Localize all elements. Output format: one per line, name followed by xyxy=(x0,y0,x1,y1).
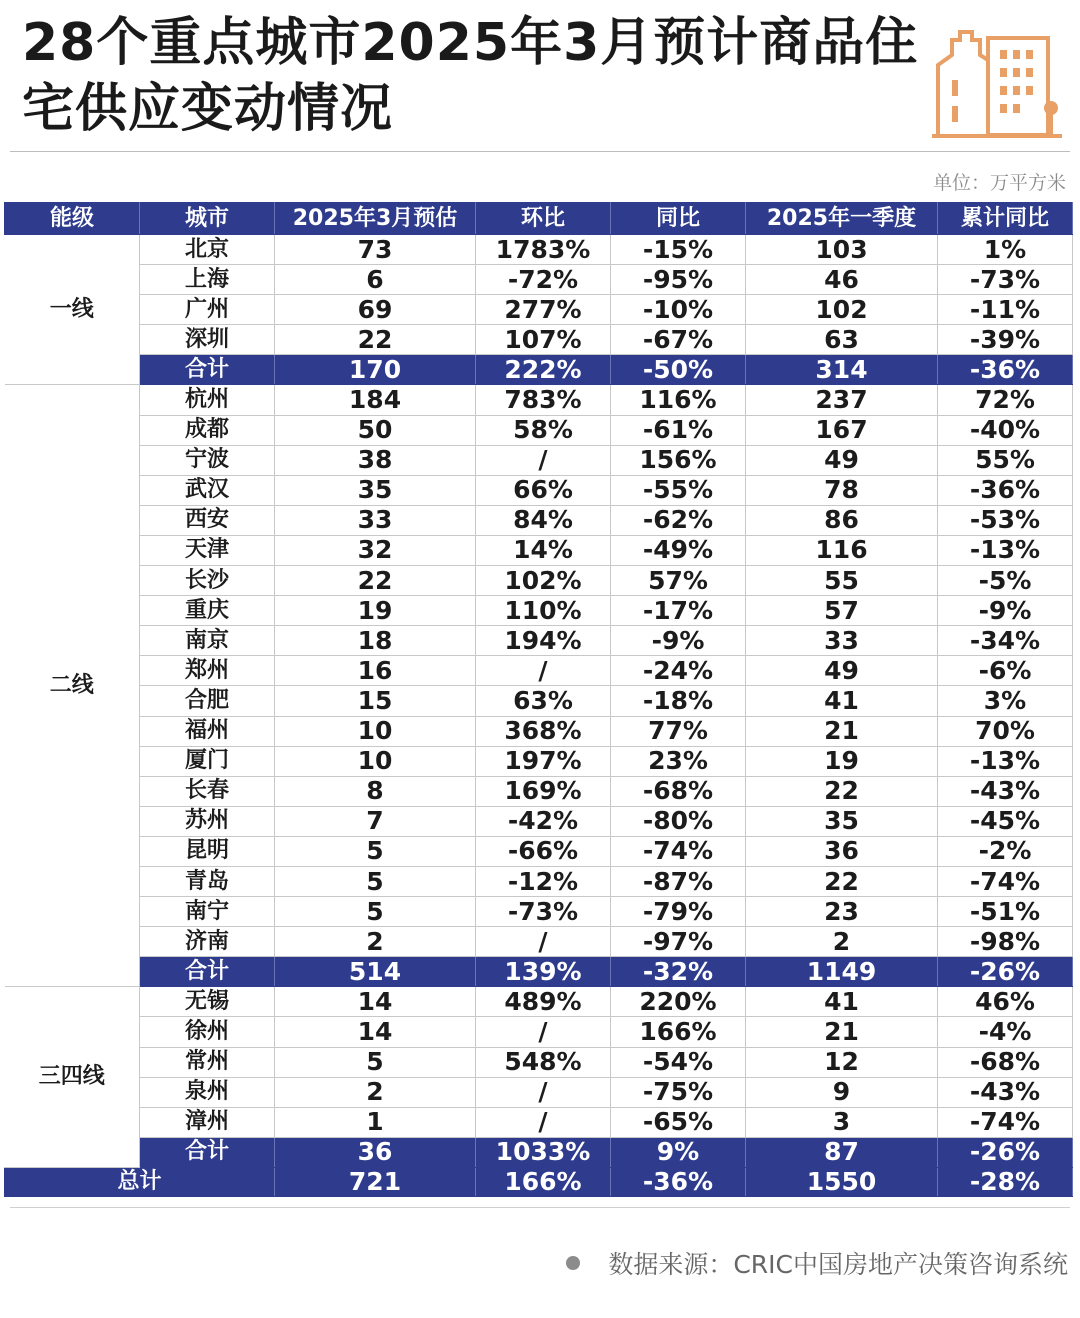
value-cell: 57% xyxy=(611,566,746,596)
city-cell: 泉州 xyxy=(140,1077,275,1107)
value-cell: 22 xyxy=(746,776,938,806)
value-cell: 35 xyxy=(275,475,476,505)
city-cell: 南京 xyxy=(140,626,275,656)
subtotal-value: -50% xyxy=(611,355,746,385)
value-cell: / xyxy=(476,1077,611,1107)
value-cell: 22 xyxy=(275,566,476,596)
table-row xyxy=(5,385,1073,415)
value-cell: -75% xyxy=(611,1077,746,1107)
total-label: 总计 xyxy=(5,1167,275,1196)
value-cell: 33 xyxy=(746,626,938,656)
subtotal-row xyxy=(5,355,1073,385)
table-row xyxy=(5,716,1073,746)
value-cell: 50 xyxy=(275,415,476,445)
table-row xyxy=(5,265,1073,295)
table-row xyxy=(5,415,1073,445)
table-row xyxy=(5,927,1073,957)
tier-cell: 三四线 xyxy=(5,987,140,1168)
subtotal-value: 314 xyxy=(746,355,938,385)
value-cell: -13% xyxy=(938,535,1073,565)
value-cell: 2 xyxy=(746,927,938,957)
total-row xyxy=(5,1167,1073,1196)
subtotal-value: 139% xyxy=(476,957,611,987)
value-cell: 14 xyxy=(275,1017,476,1047)
value-cell: -62% xyxy=(611,505,746,535)
city-cell: 苏州 xyxy=(140,806,275,836)
value-cell: -79% xyxy=(611,897,746,927)
value-cell: 7 xyxy=(275,806,476,836)
value-cell: -67% xyxy=(611,325,746,355)
table-row xyxy=(5,295,1073,325)
value-cell: 78 xyxy=(746,475,938,505)
value-cell: 23% xyxy=(611,746,746,776)
value-cell: 73 xyxy=(275,235,476,265)
city-cell: 西安 xyxy=(140,505,275,535)
value-cell: -54% xyxy=(611,1047,746,1077)
value-cell: 22 xyxy=(275,325,476,355)
value-cell: 184 xyxy=(275,385,476,415)
table-row xyxy=(5,897,1073,927)
value-cell: 14% xyxy=(476,535,611,565)
value-cell: 46 xyxy=(746,265,938,295)
value-cell: 63% xyxy=(476,686,611,716)
subtotal-value: 1149 xyxy=(746,957,938,987)
value-cell: -9% xyxy=(611,626,746,656)
city-cell: 漳州 xyxy=(140,1107,275,1137)
total-value: -28% xyxy=(938,1167,1073,1196)
value-cell: 169% xyxy=(476,776,611,806)
value-cell: 49 xyxy=(746,445,938,475)
value-cell: 46% xyxy=(938,987,1073,1017)
value-cell: 33 xyxy=(275,505,476,535)
value-cell: -9% xyxy=(938,596,1073,626)
value-cell: -61% xyxy=(611,415,746,445)
value-cell: -42% xyxy=(476,806,611,836)
building-icon xyxy=(930,10,1064,140)
table-row xyxy=(5,1107,1073,1137)
value-cell: 21 xyxy=(746,1017,938,1047)
value-cell: 22 xyxy=(746,866,938,896)
city-cell: 上海 xyxy=(140,265,275,295)
value-cell: -68% xyxy=(611,776,746,806)
value-cell: 38 xyxy=(275,445,476,475)
value-cell: -34% xyxy=(938,626,1073,656)
city-cell: 常州 xyxy=(140,1047,275,1077)
column-header: 2025年一季度 xyxy=(746,203,938,235)
value-cell: 489% xyxy=(476,987,611,1017)
value-cell: -68% xyxy=(938,1047,1073,1077)
value-cell: 1 xyxy=(275,1107,476,1137)
city-cell: 宁波 xyxy=(140,445,275,475)
table-row xyxy=(5,836,1073,866)
unit-label: 单位：万平方米 xyxy=(932,172,1066,194)
value-cell: -11% xyxy=(938,295,1073,325)
value-cell: 8 xyxy=(275,776,476,806)
subtotal-label: 合计 xyxy=(140,355,275,385)
column-header: 能级 xyxy=(5,203,140,235)
value-cell: 63 xyxy=(746,325,938,355)
table-row xyxy=(5,776,1073,806)
value-cell: 102% xyxy=(476,566,611,596)
subtotal-label: 合计 xyxy=(140,957,275,987)
value-cell: -39% xyxy=(938,325,1073,355)
value-cell: 70% xyxy=(938,716,1073,746)
value-cell: 58% xyxy=(476,415,611,445)
value-cell: 86 xyxy=(746,505,938,535)
value-cell: 6 xyxy=(275,265,476,295)
total-value: 721 xyxy=(275,1167,476,1196)
dot-icon xyxy=(566,1256,580,1270)
column-header: 累计同比 xyxy=(938,203,1073,235)
value-cell: 18 xyxy=(275,626,476,656)
table-row xyxy=(5,1077,1073,1107)
value-cell: 55% xyxy=(938,445,1073,475)
subtotal-row xyxy=(5,1137,1073,1167)
value-cell: / xyxy=(476,656,611,686)
value-cell: 166% xyxy=(611,1017,746,1047)
value-cell: 116 xyxy=(746,535,938,565)
value-cell: 5 xyxy=(275,897,476,927)
value-cell: -66% xyxy=(476,836,611,866)
value-cell: -4% xyxy=(938,1017,1073,1047)
value-cell: 55 xyxy=(746,566,938,596)
divider xyxy=(10,1207,1070,1208)
table-row xyxy=(5,806,1073,836)
supply-table xyxy=(4,202,1073,1197)
value-cell: 12 xyxy=(746,1047,938,1077)
value-cell: 197% xyxy=(476,746,611,776)
city-cell: 深圳 xyxy=(140,325,275,355)
value-cell: 49 xyxy=(746,656,938,686)
city-cell: 合肥 xyxy=(140,686,275,716)
subtotal-value: 222% xyxy=(476,355,611,385)
value-cell: 35 xyxy=(746,806,938,836)
value-cell: 69 xyxy=(275,295,476,325)
value-cell: 57 xyxy=(746,596,938,626)
city-cell: 厦门 xyxy=(140,746,275,776)
tier-cell: 二线 xyxy=(5,385,140,987)
value-cell: 220% xyxy=(611,987,746,1017)
city-cell: 郑州 xyxy=(140,656,275,686)
value-cell: -98% xyxy=(938,927,1073,957)
value-cell: 23 xyxy=(746,897,938,927)
value-cell: -87% xyxy=(611,866,746,896)
value-cell: 14 xyxy=(275,987,476,1017)
value-cell: 36 xyxy=(746,836,938,866)
value-cell: -80% xyxy=(611,806,746,836)
table-row xyxy=(5,596,1073,626)
value-cell: -51% xyxy=(938,897,1073,927)
column-header: 同比 xyxy=(611,203,746,235)
subtotal-row xyxy=(5,957,1073,987)
value-cell: 3% xyxy=(938,686,1073,716)
city-cell: 武汉 xyxy=(140,475,275,505)
tier-cell: 一线 xyxy=(5,235,140,385)
city-cell: 长沙 xyxy=(140,566,275,596)
subtotal-value: 170 xyxy=(275,355,476,385)
value-cell: 2 xyxy=(275,927,476,957)
column-header: 2025年3月预估 xyxy=(275,203,476,235)
value-cell: -17% xyxy=(611,596,746,626)
value-cell: -13% xyxy=(938,746,1073,776)
city-cell: 长春 xyxy=(140,776,275,806)
value-cell: 102 xyxy=(746,295,938,325)
value-cell: 66% xyxy=(476,475,611,505)
value-cell: 110% xyxy=(476,596,611,626)
city-cell: 昆明 xyxy=(140,836,275,866)
subtotal-label: 合计 xyxy=(140,1137,275,1167)
value-cell: 5 xyxy=(275,1047,476,1077)
value-cell: -73% xyxy=(938,265,1073,295)
value-cell: 9 xyxy=(746,1077,938,1107)
value-cell: -74% xyxy=(611,836,746,866)
city-cell: 徐州 xyxy=(140,1017,275,1047)
value-cell: 103 xyxy=(746,235,938,265)
value-cell: -72% xyxy=(476,265,611,295)
value-cell: 194% xyxy=(476,626,611,656)
total-value: 166% xyxy=(476,1167,611,1196)
value-cell: 41 xyxy=(746,686,938,716)
value-cell: 5 xyxy=(275,866,476,896)
subtotal-value: 36 xyxy=(275,1137,476,1167)
value-cell: 368% xyxy=(476,716,611,746)
header-row xyxy=(5,203,1073,235)
city-cell: 无锡 xyxy=(140,987,275,1017)
subtotal-value: -32% xyxy=(611,957,746,987)
value-cell: 237 xyxy=(746,385,938,415)
value-cell: 10 xyxy=(275,716,476,746)
city-cell: 成都 xyxy=(140,415,275,445)
value-cell: -18% xyxy=(611,686,746,716)
value-cell: 5 xyxy=(275,836,476,866)
value-cell: -73% xyxy=(476,897,611,927)
value-cell: 41 xyxy=(746,987,938,1017)
subtotal-value: 1033% xyxy=(476,1137,611,1167)
table-row xyxy=(5,235,1073,265)
city-cell: 南宁 xyxy=(140,897,275,927)
value-cell: -43% xyxy=(938,776,1073,806)
value-cell: 19 xyxy=(275,596,476,626)
table-row xyxy=(5,505,1073,535)
table-row xyxy=(5,686,1073,716)
value-cell: / xyxy=(476,445,611,475)
city-cell: 青岛 xyxy=(140,866,275,896)
table-row xyxy=(5,535,1073,565)
subtotal-value: -26% xyxy=(938,957,1073,987)
table-row xyxy=(5,987,1073,1017)
table-row xyxy=(5,626,1073,656)
value-cell: 2 xyxy=(275,1077,476,1107)
table-row xyxy=(5,1017,1073,1047)
total-value: 1550 xyxy=(746,1167,938,1196)
value-cell: -40% xyxy=(938,415,1073,445)
value-cell: 77% xyxy=(611,716,746,746)
value-cell: / xyxy=(476,927,611,957)
value-cell: 167 xyxy=(746,415,938,445)
value-cell: -55% xyxy=(611,475,746,505)
subtotal-value: 514 xyxy=(275,957,476,987)
value-cell: 277% xyxy=(476,295,611,325)
subtotal-value: -26% xyxy=(938,1137,1073,1167)
value-cell: 16 xyxy=(275,656,476,686)
page-title: 28个重点城市2025年3月预计商品住宅供应变动情况 xyxy=(22,13,919,139)
table-row xyxy=(5,656,1073,686)
value-cell: 72% xyxy=(938,385,1073,415)
source-note xyxy=(566,1245,1068,1281)
table-row xyxy=(5,866,1073,896)
value-cell: / xyxy=(476,1017,611,1047)
table-row xyxy=(5,746,1073,776)
total-value: -36% xyxy=(611,1167,746,1196)
value-cell: -24% xyxy=(611,656,746,686)
value-cell: -53% xyxy=(938,505,1073,535)
city-cell: 济南 xyxy=(140,927,275,957)
value-cell: -74% xyxy=(938,1107,1073,1137)
value-cell: 116% xyxy=(611,385,746,415)
city-cell: 重庆 xyxy=(140,596,275,626)
subtotal-value: 87 xyxy=(746,1137,938,1167)
table-row xyxy=(5,325,1073,355)
value-cell: -36% xyxy=(938,475,1073,505)
city-cell: 福州 xyxy=(140,716,275,746)
value-cell: 107% xyxy=(476,325,611,355)
value-cell: -43% xyxy=(938,1077,1073,1107)
value-cell: 19 xyxy=(746,746,938,776)
value-cell: 548% xyxy=(476,1047,611,1077)
value-cell: / xyxy=(476,1107,611,1137)
value-cell: -95% xyxy=(611,265,746,295)
value-cell: -15% xyxy=(611,235,746,265)
table-row xyxy=(5,475,1073,505)
table-row xyxy=(5,1047,1073,1077)
value-cell: -6% xyxy=(938,656,1073,686)
column-header: 城市 xyxy=(140,203,275,235)
subtotal-value: -36% xyxy=(938,355,1073,385)
table-row xyxy=(5,445,1073,475)
value-cell: 156% xyxy=(611,445,746,475)
value-cell: 21 xyxy=(746,716,938,746)
value-cell: 1783% xyxy=(476,235,611,265)
value-cell: 3 xyxy=(746,1107,938,1137)
value-cell: -45% xyxy=(938,806,1073,836)
value-cell: -97% xyxy=(611,927,746,957)
city-cell: 北京 xyxy=(140,235,275,265)
source-text: 数据来源：CRIC中国房地产决策咨询系统 xyxy=(608,1250,1068,1279)
value-cell: 32 xyxy=(275,535,476,565)
divider xyxy=(10,151,1070,152)
value-cell: -12% xyxy=(476,866,611,896)
column-header: 环比 xyxy=(476,203,611,235)
value-cell: -65% xyxy=(611,1107,746,1137)
value-cell: -10% xyxy=(611,295,746,325)
value-cell: -2% xyxy=(938,836,1073,866)
value-cell: -49% xyxy=(611,535,746,565)
value-cell: 10 xyxy=(275,746,476,776)
city-cell: 天津 xyxy=(140,535,275,565)
value-cell: 1% xyxy=(938,235,1073,265)
value-cell: 84% xyxy=(476,505,611,535)
value-cell: -5% xyxy=(938,566,1073,596)
subtotal-value: 9% xyxy=(611,1137,746,1167)
value-cell: 15 xyxy=(275,686,476,716)
city-cell: 杭州 xyxy=(140,385,275,415)
city-cell: 广州 xyxy=(140,295,275,325)
value-cell: -74% xyxy=(938,866,1073,896)
value-cell: 783% xyxy=(476,385,611,415)
table-row xyxy=(5,566,1073,596)
